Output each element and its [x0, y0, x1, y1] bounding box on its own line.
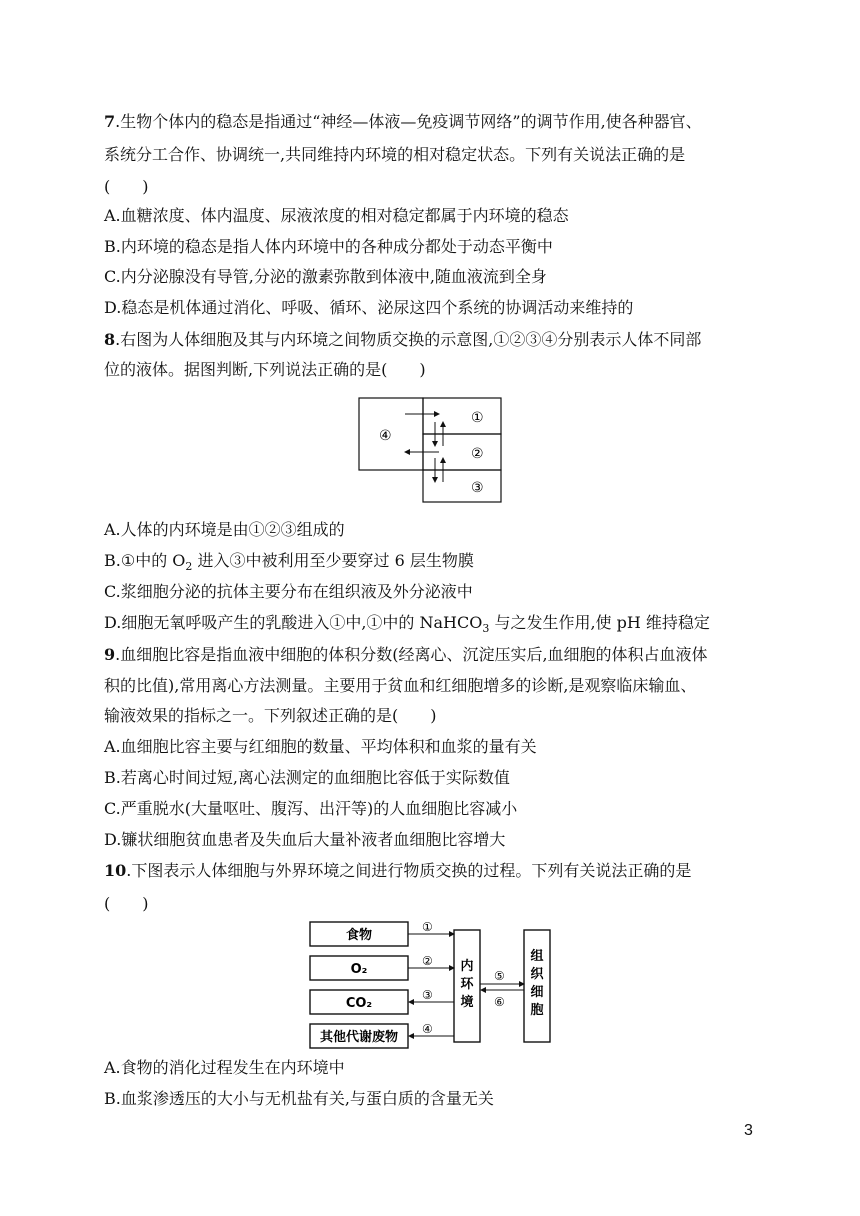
q8-option-d: D.细胞无氧呼吸产生的乳酸进入①中,①中的 NaHCO$_3$ 与之发生作用,使 pH 维持稳定	[104, 613, 710, 636]
q10-tissue-char-4: 胞	[530, 1003, 544, 1018]
q8-diagram	[355, 396, 505, 506]
q7-answer-paren: ( )	[104, 177, 149, 196]
q8-label-1: ①	[471, 410, 484, 426]
q10-num-4: ④	[422, 1022, 433, 1036]
q10-tissue-char-1: 组	[530, 949, 544, 964]
q10-label-food: 食物	[345, 928, 373, 943]
q10-label-o2: O₂	[350, 962, 368, 977]
q10-num-6: ⑥	[494, 995, 505, 1009]
q8-option-c: C.浆细胞分泌的抗体主要分布在组织液及外分泌液中	[104, 582, 473, 601]
q7-stem-line2: 系统分工合作、协调统一,共同维持内环境的相对稳定状态。下列有关说法正确的是	[104, 145, 686, 164]
q7-option-a: A.血糖浓度、体内温度、尿液浓度的相对稳定都属于内环境的稳态	[104, 206, 569, 225]
q7-option-b: B.内环境的稳态是指人体内环境中的各种成分都处于动态平衡中	[104, 237, 553, 256]
q10-num-1: ①	[422, 920, 433, 934]
q8-number: 8	[104, 330, 116, 349]
q10-stem-line1: 10.下图表示人体细胞与外界环境之间进行物质交换的过程。下列有关说法正确的是	[104, 861, 692, 880]
q10-num-5: ⑤	[494, 969, 505, 983]
q8-label-4: ④	[379, 428, 392, 444]
q9-number: 9	[104, 645, 116, 664]
q10-answer-paren: ( )	[104, 894, 149, 913]
q7-option-d: D.稳态是机体通过消化、呼吸、循环、泌尿这四个系统的协调活动来维持的	[104, 298, 634, 317]
q10-inner-env-char-1: 内	[460, 959, 474, 974]
page-number: 3	[744, 1122, 753, 1139]
q8-option-b: B.①中的 $O_2$ 进入③中被利用至少要穿过 6 层生物膜	[104, 551, 474, 574]
q7-option-c: C.内分泌腺没有导管,分泌的激素弥散到体液中,随血液流到全身	[104, 267, 547, 286]
q9-option-b: B.若离心时间过短,离心法测定的血细胞比容低于实际数值	[104, 768, 510, 787]
q8-label-3: ③	[471, 480, 484, 496]
q10-tissue-char-3: 细	[530, 985, 544, 1000]
q10-number: 10	[104, 861, 127, 880]
q9-option-d: D.镰状细胞贫血患者及失血后大量补液者血细胞比容增大	[104, 830, 506, 849]
q10-option-a: A.食物的消化过程发生在内环境中	[104, 1058, 345, 1077]
q9-stem-line2: 积的比值),常用离心方法测量。主要用于贫血和红细胞增多的诊断,是观察临床输血、	[104, 676, 697, 695]
q9-option-c: C.严重脱水(大量呕吐、腹泻、出汗等)的人血细胞比容减小	[104, 799, 518, 818]
q10-label-waste: 其他代谢废物	[319, 1030, 399, 1045]
q10-inner-env-char-3: 境	[460, 995, 474, 1010]
q8-stem-line1: 8.右图为人体细胞及其与内环境之间物质交换的示意图,①②③④分别表示人体不同部	[104, 330, 702, 349]
q8-option-a: A.人体的内环境是由①②③组成的	[104, 520, 345, 539]
q10-inner-env-char-2: 环	[460, 977, 474, 992]
q7-number: 7	[104, 112, 116, 131]
q9-option-a: A.血细胞比容主要与红细胞的数量、平均体积和血浆的量有关	[104, 737, 537, 756]
q10-num-3: ③	[422, 988, 433, 1002]
q10-label-co2: CO₂	[345, 996, 373, 1011]
q8-label-2: ②	[471, 446, 484, 462]
q9-stem-line3: 输液效果的指标之一。下列叙述正确的是( )	[104, 706, 437, 725]
q10-option-b: B.血浆渗透压的大小与无机盐有关,与蛋白质的含量无关	[104, 1089, 494, 1108]
q8-stem-line2: 位的液体。据图判断,下列说法正确的是( )	[104, 360, 426, 379]
q10-num-2: ②	[422, 954, 433, 968]
q10-diagram	[308, 918, 556, 1050]
q9-stem-line1: 9.血细胞比容是指血液中细胞的体积分数(经离心、沉淀压实后,血细胞的体积占血液体	[104, 645, 708, 664]
q7-stem-line1: 7.生物个体内的稳态是指通过“神经—体液—免疫调节网络”的调节作用,使各种器官、	[104, 112, 702, 131]
q10-tissue-char-2: 织	[530, 967, 544, 982]
